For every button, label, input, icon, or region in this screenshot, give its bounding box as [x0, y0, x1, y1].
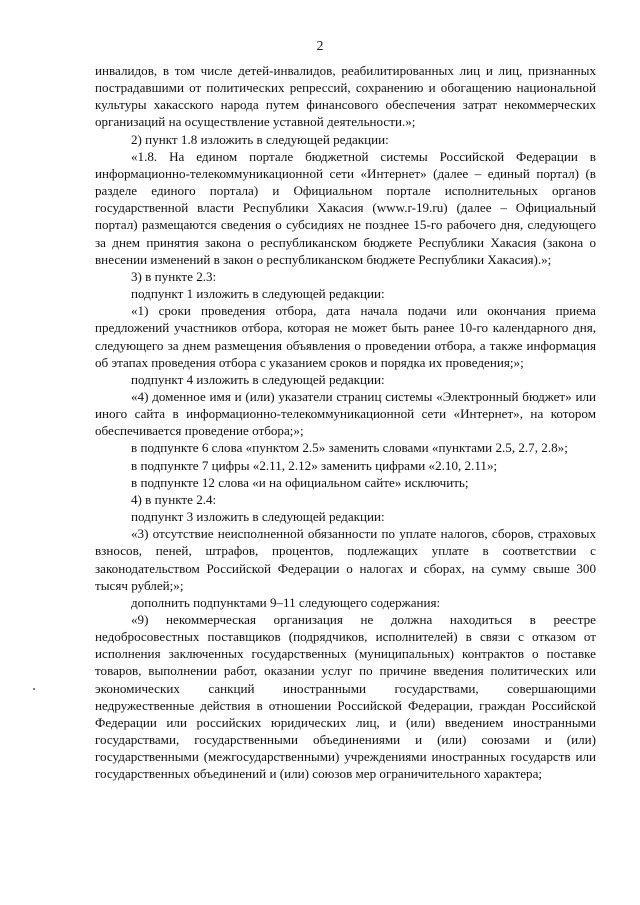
- paragraph-clause-1-8: «1.8. На едином портале бюджетной системы Российской Федерации в информационно-телекоммуникационной сети «Интернет» (далее – единый портал) (в разделе единого портала) и Официальном портале исполнительных органов государственной власти Республики Хакасия (www.r-19.ru) (далее – Официальный портал) размещаются сведения о субсидиях не позднее 15-го рабочего дня, следующего за днем принятия закона о республиканском бюджете Республики Хакасия (закона о внесении изменений в закон о республиканском бюджете Республики Хакасия).»;: [95, 148, 596, 267]
- paragraph-add-subitems: дополнить подпунктами 9–11 следующего содержания:: [131, 594, 441, 610]
- paragraph-item-3: 3) в пункте 2.3:: [131, 268, 217, 284]
- paragraph-continuation: инвалидов, в том числе детей-инвалидов, реабилитированных лиц и лиц, признанных пострадавшими от политических репрессий, сохранению и обогащению национальной культуры хакасского народа путем финансового обеспечения затрат некоммерческих организаций на осуществление уставной деятельности.»;: [95, 63, 596, 130]
- paragraph-subitem-3-text: «3) отсутствие неисполненной обязанности по уплате налогов, сборов, страховых взносов, пеней, штрафов, процентов, подлежащих уплате в соответствии с законодательством Российской Федерации о налогах и сборах, на сумму свыше 300 тысяч рублей;»;: [95, 526, 596, 593]
- paragraph-item-4: 4) в пункте 2.4:: [131, 491, 217, 507]
- paragraph-subitem-12: в подпункте 12 слова «и на официальном сайте» исключить;: [131, 474, 469, 490]
- page-number: 2: [316, 38, 324, 53]
- document-body: [95, 62, 596, 783]
- paragraph-item-2: 2) пункт 1.8 изложить в следующей редакции:: [131, 131, 389, 147]
- paragraph-subitem-4-intro: подпункт 4 изложить в следующей редакции:: [131, 371, 385, 387]
- paragraph-subitem-3-intro: подпункт 3 изложить в следующей редакции:: [131, 509, 385, 525]
- paragraph-subitem-6: в подпункте 6 слова «пунктом 2.5» заменить словами «пунктами 2.5, 2.7, 2.8»;: [131, 440, 568, 456]
- paragraph-subitem-9-text: «9) некоммерческая организация не должна находиться в реестре недобросовестных поставщиков (подрядчиков, исполнителей) в связи с отказом от исполнения заключенных государственных (муниципальных) контрактов о поставке товаров, выполнении работ, оказании услуг по причине введения политических или экономических санкций иностранными государствами, совершающими недружественные действия в отношении Российской Федерации, граждан Российской Федерации или российских юридических лиц, и (или) введением иностранными государствами, государственными объединениями и (или) союзами и (или) государственными (межгосударственными) учреждениями иностранных государств или государственных объединений и (или) союзов мер ограничительного характера;: [95, 612, 596, 782]
- paragraph-subitem-4-text: «4) доменное имя и (или) указатели страниц системы «Электронный бюджет» или иного сайта в информационно-телекоммуникационной сети «Интернет», на котором обеспечивается проведение отбора;»;: [95, 388, 596, 439]
- paragraph-subitem-1-text: «1) сроки проведения отбора, дата начала подачи или окончания приема предложений участников отбора, которая не может быть ранее 10-го календарного дня, следующего за днем размещения объявления о проведении отбора, а также информация об этапах проведения отбора с указанием сроков и порядка их проведения;»;: [95, 303, 596, 370]
- scan-speck: [33, 688, 35, 690]
- paragraph-subitem-7: в подпункте 7 цифры «2.11, 2.12» заменить цифрами «2.10, 2.11»;: [131, 457, 498, 473]
- paragraph-subitem-1-intro: подпункт 1 изложить в следующей редакции:: [131, 286, 385, 302]
